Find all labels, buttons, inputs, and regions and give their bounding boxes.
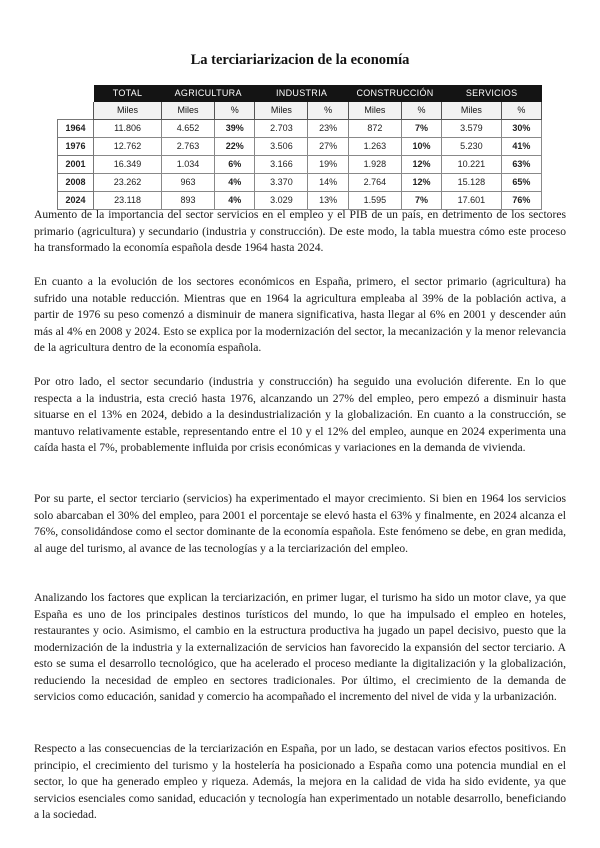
table-cell: 4%: [215, 174, 255, 192]
table-cell: 2.703: [255, 120, 308, 138]
paragraph-secondary-sector: Por otro lado, el sector secundario (industria y construcción) ha seguido una evolución diferente. En lo que respecta a la industria, esta creció hasta 1976, alcanzando un 27% del empleo, pero empezó a disminuir hasta situarse en el 13% en 2024, debido a la desindustrialización y la globalización. En cuanto a la construcción, se mantuvo relativamente estable, representando entre el 10 y el 12% del empleo, aunque en 2024 experimenta una caída hasta el 7%, probablemente influida por crisis económicas y variaciones en la demanda de vivienda.: [34, 375, 566, 454]
table-cell: 3.579: [442, 120, 501, 138]
table-cell: 1.263: [348, 138, 401, 156]
table-cell: 27%: [308, 138, 348, 156]
table-corner-sub: [58, 102, 94, 120]
table-cell: 4%: [215, 192, 255, 210]
table-cell: 872: [348, 120, 401, 138]
table-subheader-row: [58, 102, 542, 120]
table-cell: 3.166: [255, 156, 308, 174]
table-cell: 893: [162, 192, 215, 210]
subheader-cell: %: [501, 102, 541, 120]
row-year-cell: 2008: [58, 174, 94, 192]
table-cell: 1.595: [348, 192, 401, 210]
row-year-cell: 2024: [58, 192, 94, 210]
table-cell: 1.034: [162, 156, 215, 174]
table-cell: 12%: [401, 174, 441, 192]
table-cell: 6%: [215, 156, 255, 174]
table-cell: 41%: [501, 138, 541, 156]
table-cell: 3.029: [255, 192, 308, 210]
table-group-header-row: [58, 85, 542, 102]
table-cell: 12.762: [94, 138, 162, 156]
group-header-agricultura: AGRICULTURA: [162, 85, 255, 102]
table-cell: 7%: [401, 120, 441, 138]
table-row: [58, 156, 542, 174]
table-row: [58, 138, 542, 156]
group-header-total: TOTAL: [94, 85, 162, 102]
row-year-cell: 2001: [58, 156, 94, 174]
table-cell: 23%: [308, 120, 348, 138]
table-cell: 13%: [308, 192, 348, 210]
table-cell: 39%: [215, 120, 255, 138]
table-cell: 963: [162, 174, 215, 192]
table-row: [58, 174, 542, 192]
table-cell: 11.806: [94, 120, 162, 138]
row-year-cell: 1964: [58, 120, 94, 138]
table-cell: 2.763: [162, 138, 215, 156]
table-cell: 17.601: [442, 192, 501, 210]
row-year-cell: 1976: [58, 138, 94, 156]
subheader-cell: Miles: [348, 102, 401, 120]
group-header-servicios: SERVICIOS: [442, 85, 542, 102]
subheader-cell: Miles: [94, 102, 162, 120]
table-cell: 3.370: [255, 174, 308, 192]
table-cell: 16.349: [94, 156, 162, 174]
table-cell: 63%: [501, 156, 541, 174]
table-cell: 1.928: [348, 156, 401, 174]
table-cell: 23.118: [94, 192, 162, 210]
table-cell: 15.128: [442, 174, 501, 192]
table-cell: 22%: [215, 138, 255, 156]
subheader-cell: %: [215, 102, 255, 120]
table-cell: 5.230: [442, 138, 501, 156]
table-cell: 3.506: [255, 138, 308, 156]
table-cell: 30%: [501, 120, 541, 138]
paragraph-consequences: Respecto a las consecuencias de la terciarización en España, por un lado, se destacan varios efectos positivos. En principio, el crecimiento del turismo y la hostelería ha posicionado a España como una potencia mundial en el sector, lo que ha generado empleo y riqueza. Además, la mejora en la calidad de vida ha sido evidente, ya que servicios esenciales como sanidad, educación y tecnología han experimentado un notable desarrollo, beneficiando a la sociedad.: [34, 742, 566, 821]
document-title: La terciariarizacion de la economía: [190, 52, 410, 68]
table-cell: 10.221: [442, 156, 501, 174]
table-cell: 7%: [401, 192, 441, 210]
subheader-cell: Miles: [442, 102, 501, 120]
group-header-construccion: CONSTRUCCIÓN: [348, 85, 441, 102]
table-cell: 19%: [308, 156, 348, 174]
table-cell: 2.764: [348, 174, 401, 192]
table-body: [58, 120, 542, 210]
subheader-cell: %: [401, 102, 441, 120]
table-cell: 76%: [501, 192, 541, 210]
table-cell: 12%: [401, 156, 441, 174]
paragraph-primary-sector: En cuanto a la evolución de los sectores económicos en España, primero, el sector primario (agricultura) ha sufrido una notable reducción. Mientras que en 1964 la agricultura empleaba al 39% de la población activa, a partir de 1976 su peso comenzó a disminuir de manera significativa, hasta llegar al 6% en 2001 y descender aún más al 4% en 2008 y 2024. Esto se explica por la modernización del sector, la mecanización y la menor relevancia de la agricultura dentro de la economía española.: [34, 275, 566, 354]
table-cell: 14%: [308, 174, 348, 192]
table-cell: 4.652: [162, 120, 215, 138]
table-cell: 23.262: [94, 174, 162, 192]
employment-table: [57, 85, 542, 210]
paragraph-tertiary-sector: Por su parte, el sector terciario (servicios) ha experimentado el mayor crecimiento. Si bien en 1964 los servicios solo abarcaban el 30% del empleo, para 2001 el porcentaje se elevó hasta el 63% y finalmente, en 2024 alcanza el 76%, consolidándose como el sector dominante de la economía española. Este fenómeno se debe, en gran medida, al auge del turismo, al avance de las tecnologías y a la terciarización del empleo.: [34, 492, 566, 555]
table-cell: 65%: [501, 174, 541, 192]
group-header-industria: INDUSTRIA: [255, 85, 348, 102]
paragraph-factors: Analizando los factores que explican la terciarización, en primer lugar, el turismo ha sido un motor clave, ya que España es uno de los principales destinos turísticos del mundo, lo que ha impulsado el empleo en hoteles, restaurantes y ocio. Asimismo, el cambio en la estructura productiva ha jugado un papel decisivo, puesto que la modernización de la industria y la externalización de servicios han favorecido la expansión del sector terciario. A esto se suma el desarrollo tecnológico, que ha acelerado el proceso mediante la digitalización y la globalización, reduciendo la necesidad de empleo en sectores tradicionales. Por último, el crecimiento de la demanda de servicios como educación, sanidad y comercio ha acompañado el incremento del nivel de vida y la urbanización.: [34, 591, 566, 703]
table-corner: [58, 85, 94, 102]
subheader-cell: Miles: [162, 102, 215, 120]
table-cell: 10%: [401, 138, 441, 156]
subheader-cell: Miles: [255, 102, 308, 120]
subheader-cell: %: [308, 102, 348, 120]
paragraph-definition: Aumento de la importancia del sector servicios en el empleo y el PIB de un país, en detrimento de los sectores primario (agricultura) y secundario (industria y construcción). De este modo, la tabla muestra cómo este proceso ha transformado la economía española desde 1964 hasta 2024.: [34, 208, 566, 254]
table-row: [58, 120, 542, 138]
